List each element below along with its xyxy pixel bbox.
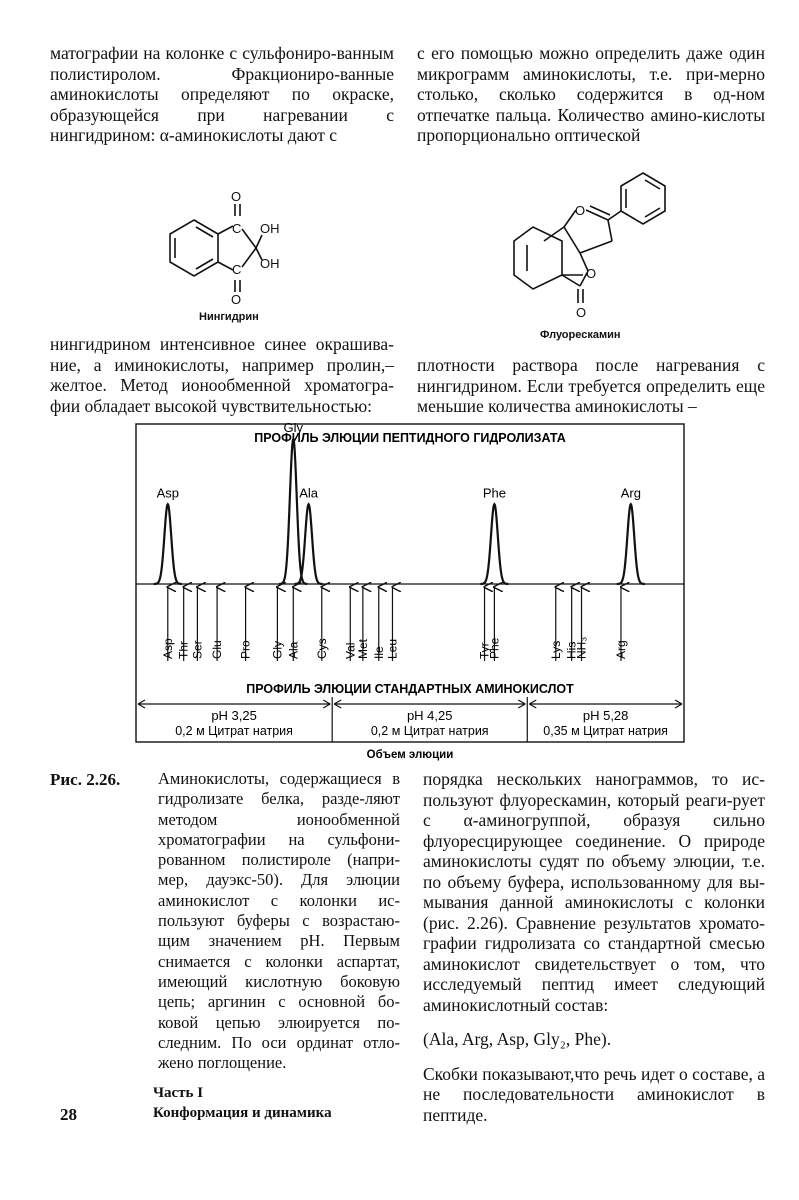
ninhydrin-structure	[150, 180, 310, 305]
marker-label-tyr: Tyr	[477, 642, 492, 659]
buffer-name-0: 0,2 м Цитрат натрия	[175, 724, 293, 738]
peak-label-arg: Arg	[620, 485, 641, 501]
mid-left-paragraph: нингидрином интенсивное синее окрашива-ние, а иминокислоты, например пролин,– желтое. Метод ионообменной хроматогра-фии обладает высокой чувствительностью:	[50, 334, 394, 416]
standard-title: ПРОФИЛЬ ЭЛЮЦИИ СТАНДАРТНЫХ АМИНОКИСЛОТ	[246, 682, 574, 696]
ninhydrin-atom-o-bottom: O	[231, 292, 242, 305]
elution-chromatogram	[135, 423, 685, 768]
mid-right-paragraph: плотности раствора после нагревания с нингидрином. Если требуется определить еще меньшие количества аминокислоты –	[417, 355, 765, 416]
top-right-paragraph: с его помощью можно определить даже один микрограмм аминокислоты, т.е. при-мерно столько, сколько содержится в од-ном отпечатке пальца. Количество амино-кислоты пропорционально оптической	[417, 43, 765, 145]
marker-label-ile: Ile	[371, 646, 386, 659]
fluorescamine-atom-o-lactone: O	[586, 266, 597, 281]
chart-title: ПРОФИЛЬ ЭЛЮЦИИ ПЕПТИДНОГО ГИДРОЛИЗАТА	[254, 431, 566, 445]
ninhydrin-atom-o-top: O	[231, 189, 242, 204]
fluorescamine-atom-o-carbonyl: O	[576, 305, 587, 320]
peak-label-gly: Gly	[283, 423, 304, 435]
buffer-name-2: 0,35 м Цитрат натрия	[543, 724, 668, 738]
marker-label-his: His	[564, 641, 579, 659]
peak-label-asp: Asp	[156, 485, 179, 501]
ninhydrin-atom-oh2: OH	[260, 256, 280, 271]
fluorescamine-structure	[500, 165, 700, 325]
buffer-ph-1: pH 4,25	[406, 708, 453, 723]
figure-number: Рис. 2.26.	[50, 770, 121, 789]
marker-label-met: Met	[355, 638, 370, 659]
x-axis-label: Объем элюции	[366, 749, 454, 761]
ninhydrin-atom-c-top: C	[232, 221, 242, 236]
composition-formula: (Ala, Arg, Asp, Gly₂, Phe).	[423, 1029, 612, 1049]
marker-label-leu: Leu	[385, 638, 400, 659]
marker-label-gly: Gly	[270, 641, 285, 659]
figure-caption: Аминокислоты, содержащиеся в гидролизате белка, разде-ляют методом ионообменной хроматографии на сульфони-рованном полистироле (напри-мер, дауэкс-50). Для элюции аминокислот с колонки ис-пользуют буферы с возрастаю-щим значением pH. Первым снимается с колонки аспартат, имеющий кислотную боковую цепь; аргинин с основной бо-ковой цепью элюируется по-следним. По оси ординат отло-жено поглощение.	[158, 769, 400, 1073]
bottom-right-paragraph: порядка нескольких нанограммов, то ис-пользуют флуорескамин, который реаги-рует с α-аминогруппой, образуя сильно флуоресцирующее соединение. О природе аминокислоты судят по объему элюции, т.е. по объему буфера, использованному для вы-мывания данной аминокислоты с колонки (рис. 2.26). Сравнение результатов хромато-графии гидролизата со стандартной смесью аминокислот свидетельствует о том, что исследуемый пептид имеет следующий аминокислотный состав: (Ala, Arg, Asp, Gly₂, Phe). Скобки показывают,что речь идет о составе, а не последовательности аминокислот в пептиде.	[423, 769, 765, 1125]
marker-label-val: Val	[343, 642, 358, 659]
buffer-ph-2: pH 5,28	[582, 708, 629, 723]
peak-asp	[154, 504, 182, 584]
marker-label-lys: Lys	[548, 640, 563, 659]
marker-label-asp: Asp	[160, 638, 175, 659]
marker-label-thr: Thr	[176, 641, 191, 659]
marker-label-ala: Ala	[286, 641, 301, 659]
marker-label-pro: Pro	[238, 640, 253, 659]
peak-label-ala: Ala	[299, 485, 319, 501]
marker-label-arg: Arg	[613, 640, 628, 659]
bottom-note: Скобки показывают,что речь идет о составе, а не последовательности аминокислот в пептиде.	[423, 1063, 765, 1125]
peak-phe	[480, 504, 508, 584]
footer-section: Конформация и динамика	[153, 1105, 332, 1121]
ninhydrin-atom-oh1: OH	[260, 221, 280, 236]
fluorescamine-atom-o-ring: O	[575, 203, 586, 218]
marker-label-ser: Ser	[190, 640, 205, 659]
buffer-name-1: 0,2 м Цитрат натрия	[370, 724, 489, 738]
peak-label-phe: Phe	[482, 485, 506, 501]
marker-label-glu: Glu	[210, 640, 225, 659]
marker-label-nh₃: NH₃	[574, 636, 589, 659]
top-left-paragraph: матографии на колонке с сульфониро-ванным полистиролом. Фракциониро-ванные аминокислоты определяют по окраске, образующейся при нагревании с нингидрином: α-аминокислоты дают с	[50, 43, 394, 145]
page-number: 28	[60, 1105, 77, 1124]
footer-part: Часть I	[153, 1085, 204, 1101]
peak-arg	[617, 504, 645, 584]
ninhydrin-atom-c-bottom: C	[232, 262, 242, 277]
fluorescamine-label: Флуорескамин	[540, 329, 621, 341]
marker-label-cys: Cys	[314, 638, 329, 659]
ninhydrin-label: Нингидрин	[199, 311, 259, 323]
buffer-ph-0: pH 3,25	[211, 708, 257, 723]
marker-label-phe: Phe	[487, 637, 502, 659]
